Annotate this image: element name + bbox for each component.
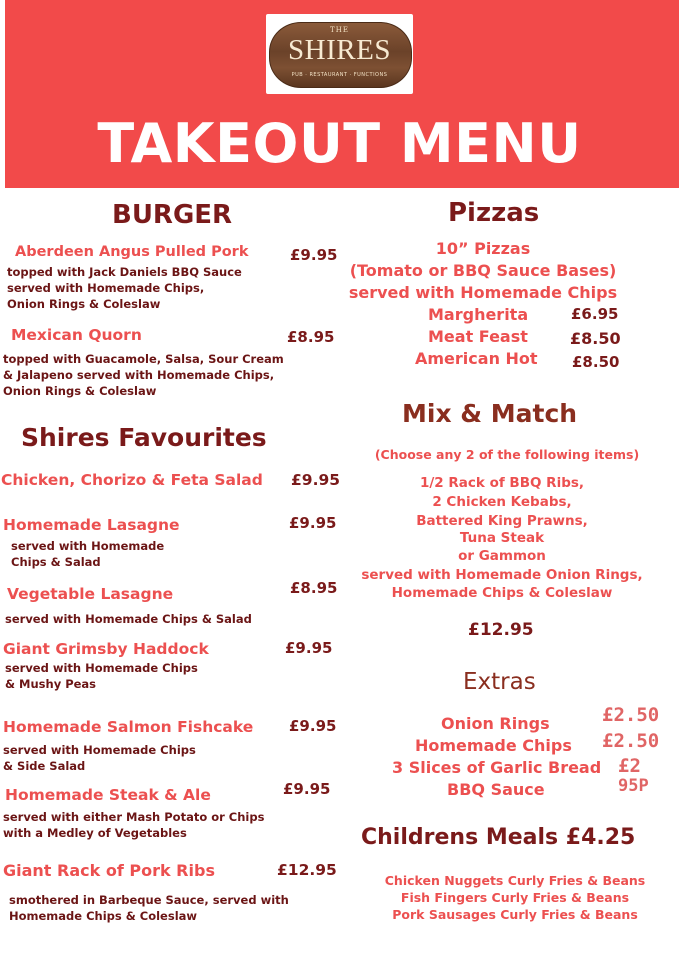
extras-item-name: Onion Rings [441, 714, 550, 733]
mix-line: or Gammon [458, 548, 546, 564]
shires-logo [266, 14, 413, 94]
burger-item-desc: & Jalapeno served with Homemade Chips, [3, 368, 275, 382]
burger-item-desc: topped with Guacamole, Salsa, Sour Cream [3, 352, 284, 366]
childrens-line: Pork Sausages Curly Fries & Beans [392, 907, 638, 922]
burger-item-price: £8.95 [287, 328, 335, 346]
favourites-item-desc: served with Homemade Chips [5, 661, 198, 675]
favourites-item-price: £9.95 [291, 471, 341, 489]
favourites-item-desc: smothered in Barbeque Sauce, served with [9, 893, 289, 907]
mix-line: 1/2 Rack of BBQ Ribs, [419, 475, 585, 491]
favourites-item-name: Homemade Lasagne [3, 516, 180, 534]
favourites-item-name: Vegetable Lasagne [7, 585, 174, 603]
mix-line: Battered King Prawns, [416, 513, 588, 529]
extras-item-name: Homemade Chips [415, 736, 572, 755]
mix-price: £12.95 [468, 620, 534, 640]
page-title: TAKEOUT MENU [97, 112, 582, 175]
extras-heading: Extras [463, 669, 536, 695]
burger-item-desc: Onion Rings & Coleslaw [3, 384, 157, 398]
favourites-item-desc: Homemade Chips & Coleslaw [9, 909, 198, 923]
pizza-item-price: £8.50 [570, 329, 621, 348]
extras-item-price: £2.50 [602, 730, 660, 752]
favourites-item-price: £9.95 [283, 780, 331, 798]
pizzas-intro: served with Homemade Chips [348, 283, 618, 302]
pizzas-intro: 10” Pizzas [435, 239, 531, 258]
mix-note: (Choose any 2 of the following items) [374, 447, 640, 462]
childrens-line: Fish Fingers Curly Fries & Beans [400, 890, 630, 905]
pizzas-intro: (Tomato or BBQ Sauce Bases) [349, 261, 617, 280]
favourites-item-name: Chicken, Chorizo & Feta Salad [1, 471, 263, 489]
extras-item-price: £2.50 [602, 704, 660, 726]
pizza-item-name: Margherita [428, 305, 529, 324]
logo-tagline: PUB · RESTAURANT · FUNCTIONS [291, 72, 388, 78]
favourites-item-price: £9.95 [285, 639, 333, 657]
favourites-item-price: £9.95 [289, 514, 337, 532]
favourites-item-desc: & Mushy Peas [5, 677, 97, 691]
favourites-item-desc: served with Homemade Chips [3, 743, 196, 757]
pizza-item-price: £8.50 [572, 353, 620, 371]
burger-heading: BURGER [112, 200, 233, 230]
favourites-item-name: Giant Rack of Pork Ribs [3, 861, 215, 880]
favourites-item-desc: served with Homemade [11, 539, 165, 553]
pizzas-heading: Pizzas [448, 198, 540, 228]
pizza-item-price: £6.95 [571, 305, 619, 323]
favourites-item-desc: served with Homemade Chips & Salad [5, 612, 252, 626]
extras-item-name: BBQ Sauce [447, 780, 545, 799]
favourites-item-name: Giant Grimsby Haddock [3, 640, 209, 658]
mix-line: Homemade Chips & Coleslaw [391, 585, 613, 601]
logo-name: SHIRES [288, 34, 391, 66]
favourites-item-price: £8.95 [290, 579, 338, 597]
burger-item-desc: served with Homemade Chips, [7, 281, 205, 295]
favourites-item-price: £9.95 [289, 717, 337, 735]
burger-item-price: £9.95 [290, 246, 338, 264]
favourites-heading: Shires Favourites [21, 423, 267, 452]
childrens-heading: Childrens Meals £4.25 [361, 825, 636, 850]
burger-item-desc: Onion Rings & Coleslaw [7, 297, 161, 311]
favourites-item-desc: Chips & Salad [11, 555, 101, 569]
pizza-item-name: American Hot [415, 349, 538, 368]
burger-item-desc: topped with Jack Daniels BBQ Sauce [7, 265, 242, 279]
extras-item-name: 3 Slices of Garlic Bread [392, 758, 602, 777]
favourites-item-name: Homemade Steak & Ale [5, 786, 211, 804]
mix-line: served with Homemade Onion Rings, [361, 567, 643, 583]
mix-line: 2 Chicken Kebabs, [432, 494, 572, 510]
burger-item-name: Mexican Quorn [11, 326, 142, 344]
extras-item-price: £2 [618, 755, 641, 777]
mix-heading: Mix & Match [402, 399, 578, 428]
favourites-item-price: £12.95 [277, 861, 337, 879]
logo-the: THE [330, 26, 349, 34]
pizza-item-name: Meat Feast [428, 327, 528, 346]
childrens-line: Chicken Nuggets Curly Fries & Beans [384, 873, 646, 888]
favourites-item-name: Homemade Salmon Fishcake [3, 718, 254, 736]
favourites-item-desc: & Side Salad [3, 759, 86, 773]
favourites-item-desc: served with either Mash Potato or Chips [3, 810, 265, 824]
burger-item-name: Aberdeen Angus Pulled Pork [15, 244, 249, 260]
extras-item-price: 95P [618, 776, 649, 796]
favourites-item-desc: with a Medley of Vegetables [3, 826, 187, 840]
mix-line: Tuna Steak [459, 530, 545, 546]
